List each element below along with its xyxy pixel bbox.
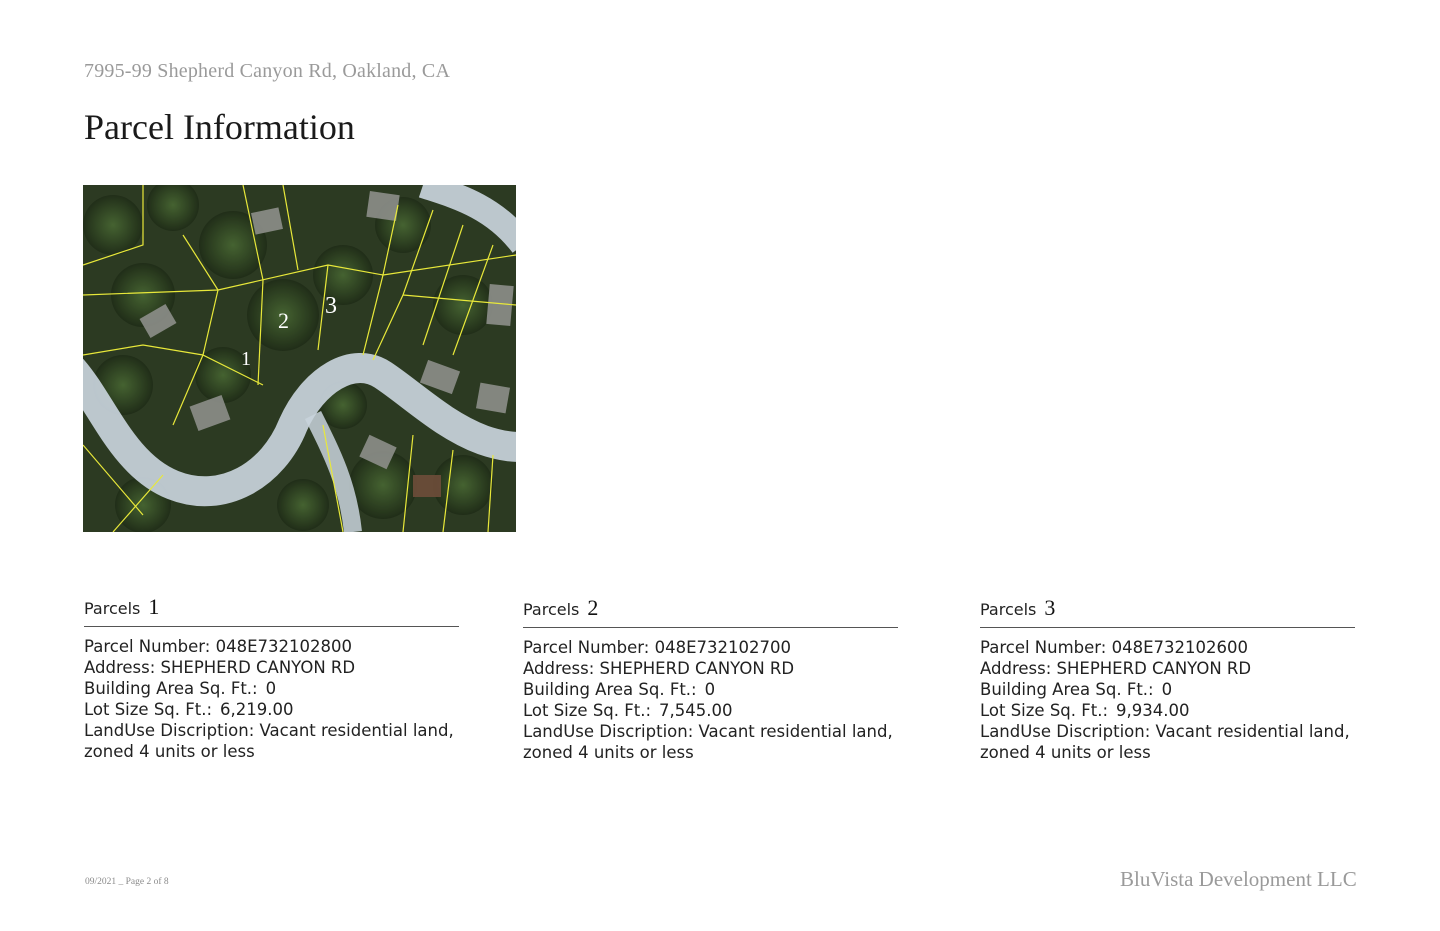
building-area-value: 0	[1161, 680, 1173, 699]
parcel-number-label: 2	[587, 595, 599, 620]
lot-size-label: Lot Size Sq. Ft.:	[84, 700, 213, 719]
building-area	[523, 679, 898, 700]
building-area-value: 0	[265, 679, 277, 698]
building-area	[84, 678, 459, 699]
landuse-description: LandUse Discription: Vacant residential land, zoned 4 units or less	[84, 721, 454, 761]
lot-size	[84, 699, 459, 720]
lot-size-value: 6,219.00	[220, 700, 294, 719]
parcel-heading: Parcels	[523, 600, 580, 619]
parcel-details-1	[84, 636, 459, 762]
parcel-number: Parcel Number: 048E732102600	[980, 638, 1248, 657]
landuse-description: LandUse Discription: Vacant residential land, zoned 4 units or less	[980, 722, 1350, 762]
lot-size	[523, 700, 898, 721]
address-line: 7995-99 Shepherd Canyon Rd, Oakland, CA	[84, 60, 451, 82]
parcel-card-2	[523, 595, 898, 763]
parcel-card-3	[980, 595, 1355, 763]
parcel-header-2	[523, 595, 898, 628]
map-label-2: 2	[278, 308, 289, 333]
parcel-number-label: 1	[148, 594, 160, 619]
building-area-label: Building Area Sq. Ft.:	[523, 680, 697, 699]
building-area-label: Building Area Sq. Ft.:	[980, 680, 1154, 699]
map-label-1: 1	[241, 348, 251, 370]
parcel-heading: Parcels	[84, 599, 141, 618]
parcel-header-1	[84, 594, 459, 627]
parcel-heading: Parcels	[980, 600, 1037, 619]
footer-page-info: 09/2021 _ Page 2 of 8	[85, 877, 169, 887]
parcel-number: Parcel Number: 048E732102700	[523, 638, 791, 657]
parcel-details-2	[523, 637, 898, 763]
parcel-address: Address: SHEPHERD CANYON RD	[84, 658, 356, 677]
lot-size-label: Lot Size Sq. Ft.:	[980, 701, 1109, 720]
parcel-details-3	[980, 637, 1355, 763]
footer-company-name: BluVista Development LLC	[1120, 867, 1357, 891]
map-label-3: 3	[325, 293, 337, 319]
parcel-header-3	[980, 595, 1355, 628]
parcel-number-label: 3	[1044, 595, 1056, 620]
lot-size	[980, 700, 1355, 721]
parcel-number: Parcel Number: 048E732102800	[84, 637, 352, 656]
building-area-label: Building Area Sq. Ft.:	[84, 679, 258, 698]
parcel-aerial-map	[83, 185, 516, 532]
parcel-address: Address: SHEPHERD CANYON RD	[523, 659, 795, 678]
building-area-value: 0	[704, 680, 716, 699]
parcel-address: Address: SHEPHERD CANYON RD	[980, 659, 1252, 678]
lot-size-label: Lot Size Sq. Ft.:	[523, 701, 652, 720]
parcel-card-1	[84, 594, 459, 762]
building-area	[980, 679, 1355, 700]
lot-size-value: 7,545.00	[659, 701, 733, 720]
lot-size-value: 9,934.00	[1116, 701, 1190, 720]
page-title: Parcel Information	[84, 107, 355, 147]
landuse-description: LandUse Discription: Vacant residential land, zoned 4 units or less	[523, 722, 893, 762]
